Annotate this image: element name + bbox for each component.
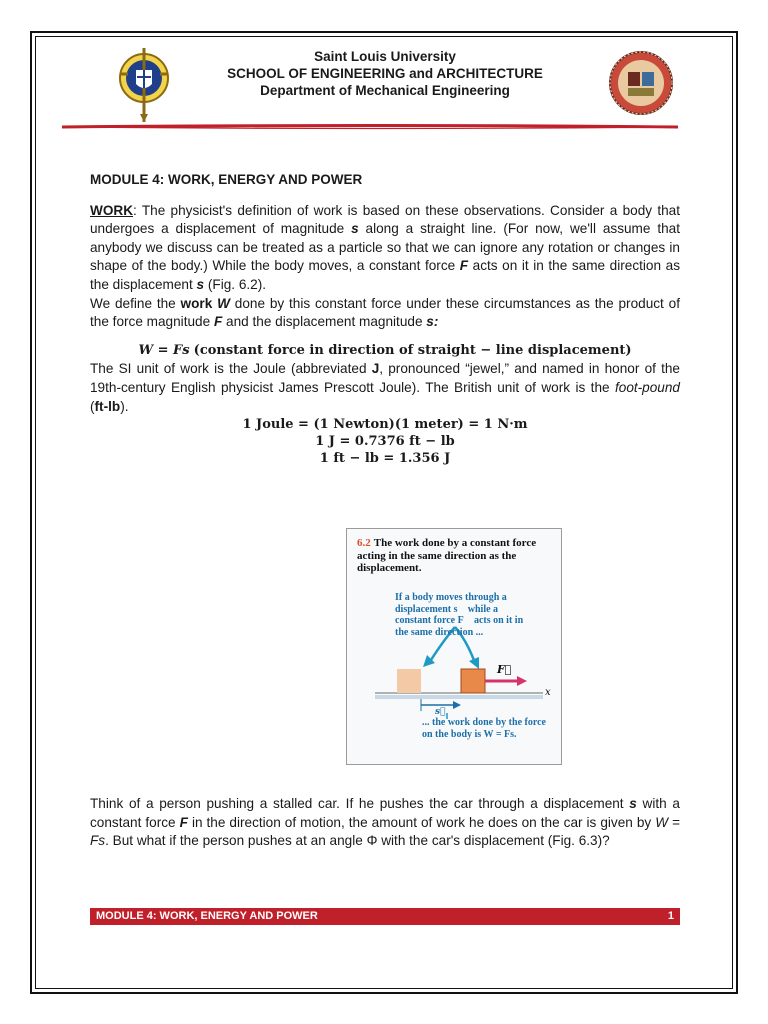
axis-x-label: x <box>545 687 551 698</box>
module-title: MODULE 4: WORK, ENERGY AND POWER <box>90 172 363 187</box>
joule-definition: 1 Joule = (1 Newton)(1 meter) = 1 N·m <box>242 417 528 433</box>
displacement-label: s⃗ <box>435 707 446 717</box>
car-paragraph-container <box>90 795 680 851</box>
figure-bottom-annotation: ... the work done by the force on the body is W = Fs. <box>422 717 546 740</box>
header-divider <box>60 122 680 132</box>
figure-6-2 <box>346 528 562 765</box>
work-product-paragraph: We define the work W done by this constant force under these circumstances as the product of the force magnitude F and the displacement magnitude s: <box>90 295 680 330</box>
stalled-car-paragraph: Think of a person pushing a stalled car. If he pushes the car through a displacement s with a constant force F in the direction of motion, the amount of work he does on the car is given by W = Fs. But what if the person pushes at an angle Φ with the car's displacement (Fig. 6.3)? <box>90 796 681 849</box>
work-formula: W = Fs (constant force in direction of straight − line displacement) <box>138 342 632 358</box>
block-end-icon <box>461 669 485 693</box>
force-label: F⃗ <box>497 663 512 676</box>
footer-title: MODULE 4: WORK, ENERGY AND POWER <box>96 910 318 922</box>
block-start-icon <box>397 669 421 693</box>
work-label: WORK <box>90 202 134 218</box>
work-definition-paragraph: WORK: The physicist's definition of work is based on these observations. Consider a body that undergoes a displacement of magnitude s along a straight line. (For now, we'll assume that anybody we discuss can be treated as a particle so that we can ignore any rotation or changes in shape of the body.) While the body moves, a constant force F acts on it in the same direction as the displacement s (Fig. 6.2). <box>90 202 680 292</box>
joule-to-ftlb: 1 J = 0.7376 ft − lb <box>315 434 455 450</box>
school-name: SCHOOL OF ENGINEERING and ARCHITECTURE <box>227 66 543 81</box>
ftlb-to-joule: 1 ft − lb = 1.356 J <box>319 451 451 467</box>
unit-conversions <box>90 416 680 467</box>
figure-caption: 6.2 The work done by a constant force acting in the same direction as the displacement. <box>357 537 537 574</box>
main-content <box>90 171 680 467</box>
department-name: Department of Mechanical Engineering <box>260 83 510 98</box>
engineering-seal-icon <box>608 50 674 116</box>
page-footer <box>90 908 680 925</box>
figure-top-annotation: If a body moves through a displacement s⃗ while a constant force F⃗ acts on it in the same direction ... <box>395 592 524 638</box>
figure-number: 6.2 <box>357 537 371 549</box>
si-unit-paragraph: The SI unit of work is the Joule (abbreviated J, pronounced “jewel,” and named in honor of the 19th-century English physicist James Prescott Joule). The British unit of work is the foot-pound (ft-lb). <box>90 361 680 414</box>
university-name: Saint Louis University <box>314 49 456 64</box>
page-number: 1 <box>667 910 674 922</box>
ground-surface <box>375 695 543 699</box>
